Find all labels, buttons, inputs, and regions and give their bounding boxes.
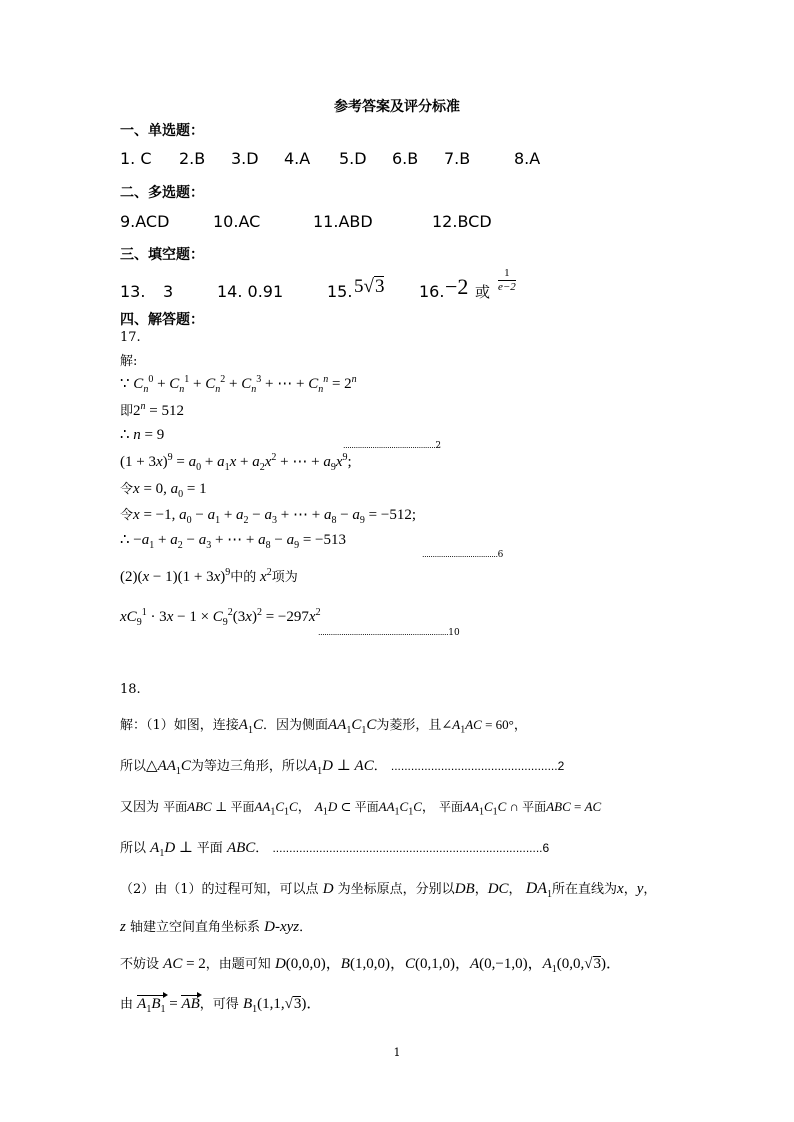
answer-16-value: −2 (445, 274, 469, 299)
single-choice-answers (120, 149, 560, 171)
q18-line6: z 轴建立空间直角坐标系 D-xyz． (120, 919, 313, 935)
q18-line1: 解：（1）如图，连接$A_1C$．因为侧面$AA_1C_1C$为菱形，且$\angle A_1AC = 60^\circ$， (120, 717, 527, 736)
q18-line4: 所以 $A_1D$ ⊥ 平面 ABC． .................................................................................6 (120, 840, 550, 859)
q18-line2: 所以$\triangle AA_1C$为等边三角形，所以$A_1D$ ⊥ AC． ..................................................2 (120, 758, 565, 777)
answer-9: 9.ACD (120, 212, 170, 231)
answer-15-value: 5√3 (354, 276, 385, 297)
answer-15-number: 15. (327, 282, 353, 301)
section-fill-blank: 三、填空题： (120, 247, 204, 263)
section-multi-choice: 二、多选题： (120, 185, 204, 201)
q17-part2: $(2)(x - 1)(1 + 3x)^9$中的 $x^2$项为 (120, 567, 298, 585)
answer-5: 5.D (339, 149, 367, 168)
q17-number: 17. (120, 330, 141, 345)
page-title: 参考答案及评分标准 (334, 99, 460, 115)
q17-expansion: $(1 + 3x)^9 = a_0 + a_1x + a_2x^2$ + ⋯ + $a_9x^9$; (120, 452, 352, 473)
answer-1: 1. C (120, 149, 152, 168)
answer-12: 12.BCD (432, 212, 492, 231)
q18-line5: （2）由（1）的过程可知，可以点 D 为坐标原点，分别以DB，DC， $DA_1$所在直线为x，y， (120, 880, 657, 901)
q17-score-2: ............................................2 (343, 440, 442, 451)
q17-jie: 解: (120, 354, 138, 369)
answer-10: 10.AC (213, 212, 261, 231)
q18-number: 18. (120, 682, 141, 697)
answer-7: 7.B (444, 149, 471, 168)
q17-score-10: ..............................................................10 (318, 627, 460, 638)
answer-11: 11.ABD (313, 212, 373, 231)
answer-3: 3.D (231, 149, 259, 168)
q17-n-equals-9: ∴ n = 9 (120, 427, 165, 443)
q17-binomial-sum: ∵ $C_n^0 + C_n^1 + C_n^2 + C_n^3$ + ⋯ + $C_n^n = 2^n$ (120, 374, 357, 395)
page-number: 1 (393, 1046, 401, 1059)
q17-let-x-minus1: 令x = −1, $a_0 - a_1 + a_2 - a_3$ + ⋯ + $a_8 - a_9 = -512$; (120, 507, 416, 526)
q17-let-x-0: 令x = 0, $a_0 = 1$ (120, 481, 207, 500)
answer-8: 8.A (514, 149, 541, 168)
answer-4: 4.A (284, 149, 311, 168)
answer-16-number: 16. (419, 282, 445, 301)
q18-line7: 不妨设 AC = 2，由题可知 D(0,0,0)，B(1,0,0)，C(0,1,0)，A(0,−1,0)，$A_1(0,0,√3)$． (120, 956, 622, 975)
q17-score-6: ....................................6 (422, 549, 504, 560)
section-single-choice: 一、单选题： (120, 123, 204, 139)
fill-blank-answers (120, 267, 540, 302)
answer-16-or: 或 (475, 283, 491, 301)
q18-line3: 又因为 平面ABC ⊥ 平面$AA_1C_1C$， $A_1D$ ⊂ 平面$AA_1C_1C$， 平面$AA_1C_1C$ ∩ 平面ABC = AC (120, 799, 602, 818)
q17-x2-coefficient: $xC_9^1 \cdot 3x - 1 \times C_9^2(3x)^2 = -297x^2$ (120, 607, 321, 628)
answer-13-value: 3 (163, 282, 174, 301)
answer-13-number: 13. (120, 282, 146, 301)
q17-result-513: ∴ $-a_1 + a_2 - a_3$ + ⋯ + $a_8 - a_9 = -513$ (120, 532, 347, 551)
answer-16-fraction: $\frac{1}{e-2}$ (498, 267, 516, 293)
multi-choice-answers (120, 212, 500, 234)
answer-2: 2.B (179, 149, 206, 168)
q18-line8: 由 $A_1B_1$ = AB，可得 $B_1(1,1,√3)$． (120, 996, 322, 1015)
section-solutions: 四、解答题： (120, 312, 204, 328)
q17-eq-512: 即$2^n = 512$ (120, 401, 184, 419)
answer-14: 14. 0.91 (217, 282, 284, 301)
answer-6: 6.B (392, 149, 419, 168)
